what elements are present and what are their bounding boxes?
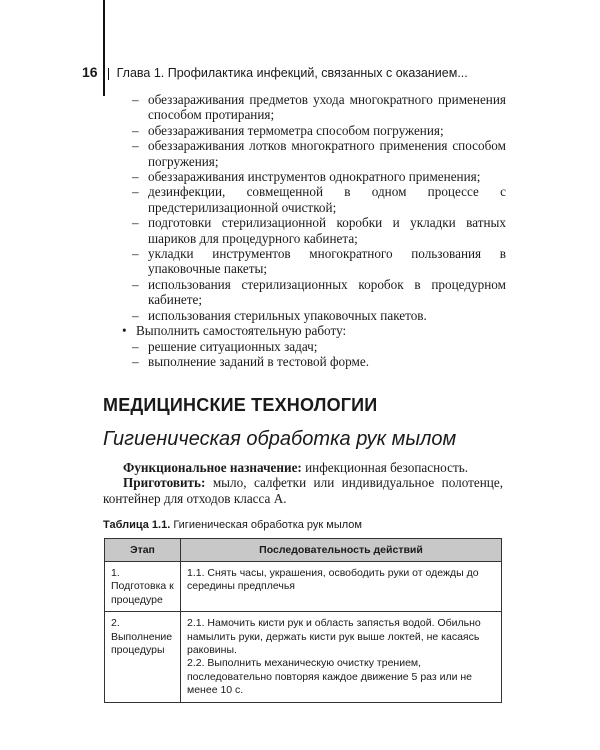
table-header-row: [105, 539, 502, 562]
purpose-line: Функциональное назначение: инфекционная безопасность.: [123, 460, 469, 475]
table-caption: Таблица 1.1. Гигиеническая обработка рук мылом: [103, 519, 362, 531]
sub-list-item: – решение ситуационных задач;: [132, 338, 318, 354]
bullet-item: • Выполнить самостоятельную работу:: [122, 323, 347, 339]
list-item: – дезинфекции, совмещенной в одном процессе с предстерилизационной очисткой;: [132, 184, 506, 215]
list-item: – обеззараживания инструментов однократного применения;: [132, 169, 481, 185]
actions-cell: 1.1. Снять часы, украшения, освободить руки от одежды до середины предплечья: [181, 562, 502, 612]
stage-cell: 2. Выполнение процедуры: [105, 612, 181, 702]
list-item: – подготовки стерилизационной коробки и укладки ватных шариков для процедурного кабинета;: [132, 215, 506, 246]
list-item: – укладки инструментов многократного пользования в упаковочные пакеты;: [132, 246, 506, 277]
procedure-description: [103, 460, 503, 506]
list-item: – использования стерильных упаковочных пакетов.: [132, 307, 427, 323]
bullet-icon: •: [122, 323, 127, 339]
table-row: [105, 562, 502, 612]
header-stage: Этап: [105, 539, 181, 562]
stage-cell: 1. Подготовка к процедуре: [105, 562, 181, 612]
list-item: – использования стерилизационных коробок в процедурном кабинете;: [132, 276, 506, 308]
section-title: МЕДИЦИНСКИЕ ТЕХНОЛОГИИ: [103, 395, 378, 415]
list-item: – обеззараживания предметов ухода многократного применения способом протирания;: [132, 92, 506, 123]
procedure-table: [104, 538, 502, 703]
table-row: [105, 612, 502, 702]
sub-list-item: – выполнение заданий в тестовой форме.: [132, 353, 370, 369]
list-item: – обеззараживания термометра способом погружения;: [132, 122, 444, 138]
task-list: [122, 92, 506, 369]
prepare-line: Приготовить: мыло, салфетки или индивидуальное полотенце, контейнер для отходов класса А.: [103, 475, 503, 506]
page-number: 16: [82, 64, 98, 80]
chapter-title: Глава 1. Профилактика инфекций, связанных с оказанием...: [116, 66, 468, 80]
actions-cell: 2.1. Намочить кисти рук и область запястья водой. Обильно намылить руки, держать кисти рук выше локтей, не касаясь раковины. 2.2. Выполнить механическую очистку трением, последовательно повторяя каждое движение 5 раз или не менее 10 с.: [181, 612, 502, 702]
list-item: – обеззараживания лотков многократного применения способом погружения;: [132, 138, 506, 169]
header-actions: Последовательность действий: [181, 539, 502, 562]
header-separator: [108, 68, 109, 80]
section-subtitle: Гигиеническая обработка рук мылом: [103, 428, 457, 450]
running-header: [82, 64, 468, 80]
margin-rule: [103, 0, 105, 96]
